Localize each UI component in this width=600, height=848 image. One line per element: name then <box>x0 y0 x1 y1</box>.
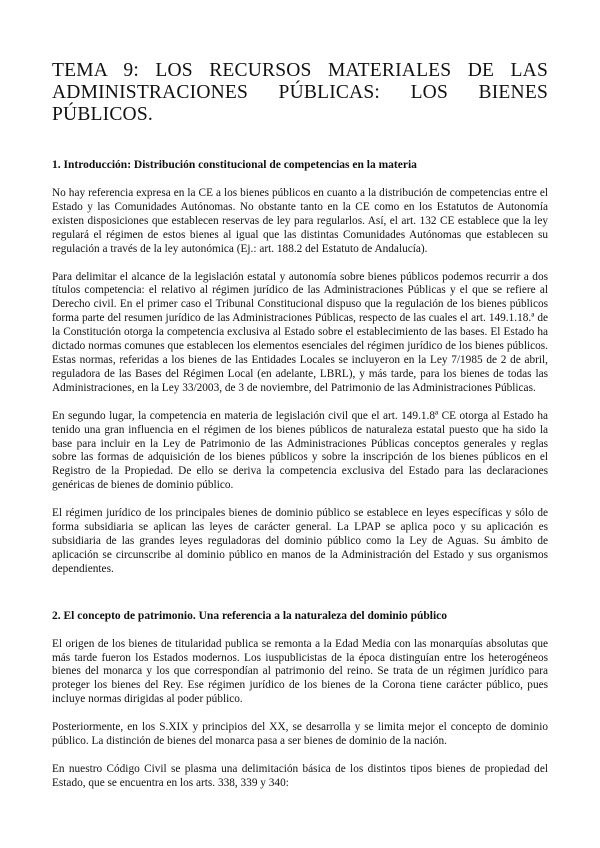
paragraph: En segundo lugar, la competencia en materia de legislación civil que el art. 149.1.8ª CE otorga al Estado ha tenido una gran influencia en el régimen de los bienes públicos de naturaleza estatal puesto que ha sido la base para incluir en la Ley de Patrimonio de las Administraciones Públicas conceptos generales y reglas sobre las formas de adquisición de los bienes públicos y sobre la inscripción de los bienes públicos en el Registro de la Propiedad. De ello se deriva la competencia exclusiva del Estado para las declaraciones genéricas de bienes de dominio público. <box>52 409 548 492</box>
section-heading: 1. Introducción: Distribución constitucional de competencias en la materia <box>52 159 417 171</box>
section-concepto-patrimonio <box>52 609 548 791</box>
paragraph: No hay referencia expresa en la CE a los bienes públicos en cuanto a la distribución de competencias entre el Estado y las Comunidades Autónomas. No obstante tanto en la CE como en los Estatutos de Autonomía existen disposiciones que establecen reservas de ley para regularlos. Así, el art. 132 CE establece que la ley regulará el régimen de estos bienes al igual que las distintas Comunidades Autónomas que establecen su regulación a través de la ley autonómica (Ej.: art. 188.2 del Estatuto de Andalucía). <box>52 187 548 255</box>
document-title: TEMA 9: LOS RECURSOS MATERIALES DE LAS ADMINISTRACIONES PÚBLICAS: LOS BIENES PÚBLICOS. <box>52 60 548 125</box>
paragraph: El origen de los bienes de titularidad publica se remonta a la Edad Media con las monarquías absolutas que más tarde fueron los Estados modernos. Los iuspublicistas de la época distinguían entre los heterogéneos bienes del monarca y los que correspondían al patrimonio del reino. Se trata de un régimen jurídico para proteger los bienes del Rey. Ese régimen jurídico de los bienes de la Corona tiene carácter público, pues incluye normas dirigidas al poder público. <box>52 637 548 706</box>
section-spacer <box>52 591 548 609</box>
section-heading: 2. El concepto de patrimonio. Una referencia a la naturaleza del dominio público <box>52 609 448 622</box>
paragraph: El régimen jurídico de los principales bienes de dominio público se establece en leyes específicas y sólo de forma subsidiaria se aplican las leyes de carácter general. La LPAP se aplica poco y su aplicación es subsidiaria de las grandes leyes reguladoras del dominio público como la Ley de Aguas. Su ámbito de aplicación se circunscribe al dominio público en manos de la Administración del Estado y sus organismos dependientes. <box>52 507 548 575</box>
section-introduccion <box>52 158 548 577</box>
paragraph: Posteriormente, en los S.XIX y principios del XX, se desarrolla y se limita mejor el concepto de dominio público. La distinción de bienes del monarca pasa a ser bienes de dominio de la nación. <box>52 721 548 748</box>
paragraph: En nuestro Código Civil se plasma una delimitación básica de los distintos tipos bienes de propiedad del Estado, que se encuentra en los arts. 338, 339 y 340: <box>52 763 548 789</box>
paragraph: Para delimitar el alcance de la legislación estatal y autonomía sobre bienes públicos podemos recurrir a dos títulos competencia: el relativo al régimen jurídico de las Administraciones Públicas y el que se refiere al Derecho civil. En el primer caso el Tribunal Constitucional dispuso que la regulación de los bienes públicos forma parte del resumen jurídico de las Administraciones Públicas, respecto de las cuales el art. 149.1.18.ª de la Constitución otorga la competencia exclusiva al Estado sobre el establecimiento de las bases. El Estado ha dictado normas comunes que establecen los elementos esenciales del régimen jurídico de los bienes públicos. Estas normas, referidas a los bienes de las Entidades Locales se incluyeron en la Ley 7/1985 de 2 de abril, reguladora de las Bases del Régimen Local (en adelante, LBRL), y más tarde, para los bienes de todas las Administraciones, en la Ley 33/2003, de 3 de noviembre, del Patrimonio de las Administraciones Públicas. <box>52 270 548 394</box>
